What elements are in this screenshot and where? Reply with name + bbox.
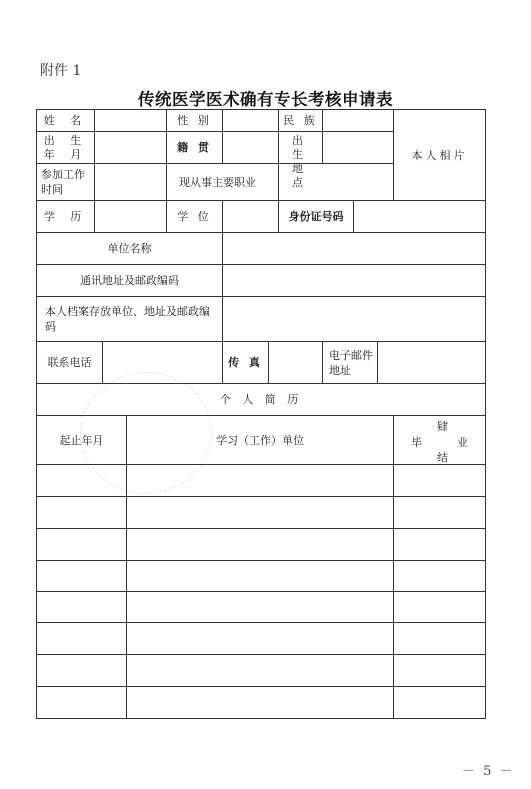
- gender-field[interactable]: [223, 110, 278, 131]
- birth-date-label: [37, 134, 94, 162]
- resume-row[interactable]: [37, 465, 485, 496]
- page-number: － 5 －: [462, 764, 515, 779]
- education-field[interactable]: [95, 201, 166, 232]
- email-label: 电子邮件地址: [329, 348, 373, 377]
- archive-field[interactable]: [223, 297, 485, 341]
- employer-label: 单位名称: [107, 242, 152, 255]
- resume-conclusion-header: [393, 416, 485, 464]
- name-label: 姓 名: [43, 114, 88, 127]
- fax-label: 传 真: [228, 356, 263, 369]
- birthplace-label-line2: 地 点: [292, 162, 309, 189]
- attachment-label: 附件 1: [40, 63, 82, 79]
- resume-row[interactable]: [37, 529, 485, 560]
- conclusion-char-2: 毕: [411, 436, 422, 449]
- birth-date-field[interactable]: [95, 132, 166, 163]
- resume-row[interactable]: [37, 687, 485, 718]
- gender-label: 性 别: [177, 114, 212, 127]
- employer-field[interactable]: [223, 233, 485, 264]
- resume-row[interactable]: [37, 623, 485, 654]
- fax-field[interactable]: [269, 342, 322, 383]
- address-label: 通讯地址及邮政编码: [80, 274, 179, 287]
- phone-label: 联系电话: [47, 356, 92, 369]
- education-label: 学 历: [43, 210, 88, 223]
- work-start-field[interactable]: [95, 164, 166, 200]
- conclusion-char-4: 结: [437, 451, 448, 464]
- conclusion-char-3: 业: [457, 436, 468, 449]
- resume-row[interactable]: [37, 655, 485, 686]
- form-title: 传统医学医术确有专长考核申请表: [138, 90, 393, 109]
- resume-row[interactable]: [37, 497, 485, 528]
- birthplace-field[interactable]: [323, 132, 393, 163]
- archive-label: 本人档案存放单位、地址及邮政编码: [45, 305, 210, 333]
- conclusion-char-1: 肄: [437, 420, 448, 433]
- work-start-label: 参加工作时间: [41, 168, 85, 196]
- birth-date-label-line1: 出 生: [43, 134, 88, 147]
- resume-heading: 个 人 简 历: [219, 393, 303, 406]
- resume-period-header: 起止年月: [59, 433, 104, 447]
- degree-field[interactable]: [223, 201, 278, 232]
- degree-label: 学 位: [177, 210, 212, 223]
- resume-row[interactable]: [37, 561, 485, 591]
- ethnicity-field[interactable]: [323, 110, 393, 131]
- phone-field[interactable]: [103, 342, 222, 383]
- current-job-field[interactable]: [279, 164, 393, 200]
- photo-label: 本人相片: [411, 148, 468, 162]
- ethnicity-label: 民 族: [283, 114, 318, 127]
- photo-area[interactable]: [394, 110, 485, 200]
- address-field[interactable]: [223, 265, 485, 296]
- email-field[interactable]: [378, 342, 485, 383]
- current-job-label: 现从事主要职业: [179, 175, 256, 189]
- resume-row[interactable]: [37, 592, 485, 622]
- birthplace-label-line1: 出 生: [292, 134, 309, 161]
- native-place-label: 籍 贯: [177, 141, 212, 154]
- native-place-field[interactable]: [223, 132, 278, 163]
- name-field[interactable]: [95, 110, 166, 131]
- resume-unit-header: 学习（工作）单位: [216, 433, 304, 447]
- birth-date-label-line2: 年 月: [43, 148, 88, 161]
- id-number-field[interactable]: [354, 201, 485, 232]
- id-number-label: 身份证号码: [288, 210, 344, 223]
